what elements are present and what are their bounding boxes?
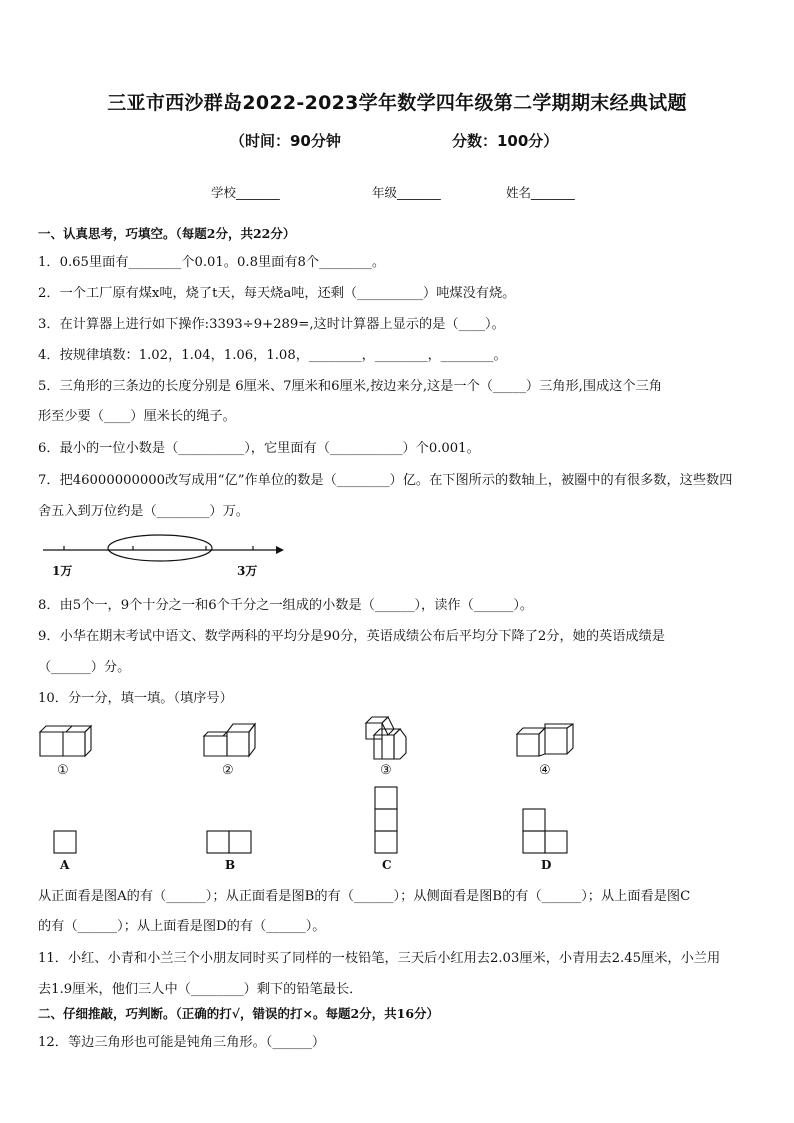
solid-label-2: ② (222, 763, 234, 778)
solid-figure-3 (362, 715, 412, 763)
question-1: 1．0.65里面有________个0.01。0.8里面有8个________。 (38, 255, 386, 270)
view-label-c: C (382, 858, 392, 872)
number-line-left-label: 1万 (52, 564, 73, 578)
question-10-answers-line-1: 从正面看是图A的有（______）；从正面看是图B的有（______）；从侧面看是图B的有（______）；从上面看是图C (38, 889, 691, 904)
solid-figure-4 (515, 722, 577, 762)
solid-figure-2 (202, 722, 258, 762)
question-12: 12．等边三角形也可能是钝角三角形。（______） (38, 1035, 326, 1050)
solid-label-3: ③ (380, 763, 392, 778)
view-figure-a (53, 830, 77, 854)
view-figure-b (206, 830, 252, 854)
exam-score: 分数：100分） (452, 132, 559, 150)
solid-figure-1 (38, 722, 94, 762)
question-2: 2．一个工厂原有煤x吨，烧了t天，每天烧a吨，还剩（__________）吨煤没有烧。 (38, 286, 516, 301)
view-figure-c (374, 786, 398, 854)
page-title: 三亚市西沙群岛2022-2023学年数学四年级第二学期期末经典试题 (107, 92, 687, 114)
section-2-heading: 二、仔细推敲，巧判断。（正确的打√，错误的打×。每题2分，共16分） (38, 1006, 440, 1021)
question-7-line-2: 舍五入到万位约是（________）万。 (38, 504, 249, 519)
view-label-d: D (541, 858, 552, 872)
number-line-right-label: 3万 (237, 564, 258, 578)
question-8: 8．由5个一，9个十分之一和6个千分之一组成的小数是（______），读作（______）。 (38, 598, 534, 613)
question-5-line-1: 5．三角形的三条边的长度分别是 6厘米、7厘米和6厘米,按边来分,这是一个（_____）三角形,围成这个三角 (38, 379, 662, 394)
solid-label-4: ④ (539, 763, 551, 778)
view-label-b: B (225, 858, 236, 872)
name-field: 姓名_______ (506, 185, 575, 200)
question-10: 10．分一分，填一填。（填序号） (38, 691, 233, 706)
question-9-line-1: 9．小华在期末考试中语文、数学两科的平均分是90分，英语成绩公布后平均分下降了2分，她的英语成绩是 (38, 629, 665, 644)
exam-time: （时间：90分钟 (230, 132, 341, 150)
view-figure-d (522, 808, 568, 854)
question-7-line-1: 7．把46000000000改写成用“亿”作单位的数是（________）亿。在下图所示的数轴上，被圈中的有很多数，这些数四 (38, 473, 733, 488)
question-6: 6．最小的一位小数是（__________），它里面有（___________）个0.001。 (38, 441, 480, 456)
question-11-line-2: 去1.9厘米，他们三人中（________）剩下的铅笔最长． (38, 982, 363, 997)
question-10-answers-line-2: 的有（______）；从上面看是图D的有（______）。 (38, 919, 326, 934)
question-5-line-2: 形至少要（____）厘米长的绳子。 (38, 409, 236, 424)
question-11-line-1: 11．小红、小青和小兰三个小朋友同时买了同样的一枝铅笔，三天后小红用去2.03厘米，小青用去2.45厘米，小兰用 (38, 951, 721, 966)
solid-label-1: ① (57, 763, 69, 778)
question-4: 4．按规律填数：1.02，1.04，1.06，1.08，________，________，________。 (38, 348, 507, 363)
question-9-line-2: （______）分。 (38, 660, 131, 675)
question-3: 3．在计算器上进行如下操作:3393÷9+289=,这时计算器上显示的是（____）。 (38, 317, 505, 332)
section-1-heading: 一、认真思考，巧填空。（每题2分，共22分） (38, 226, 296, 241)
grade-field: 年级_______ (372, 185, 441, 200)
view-label-a: A (60, 858, 70, 872)
school-field: 学校_______ (211, 185, 280, 200)
